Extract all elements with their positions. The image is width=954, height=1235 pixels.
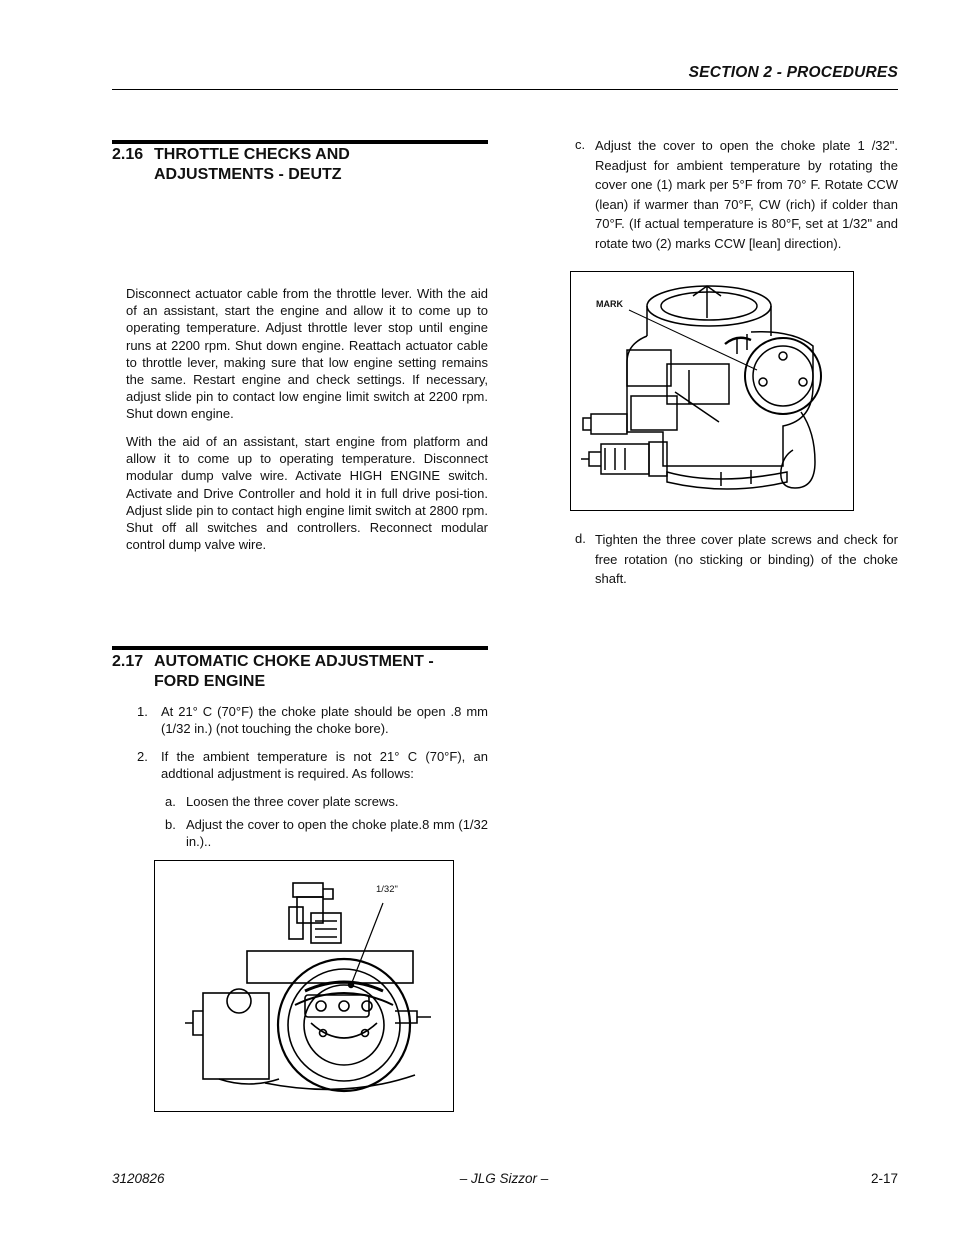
section-216-rule [112, 140, 488, 144]
section-216-title-line1: THROTTLE CHECKS AND [154, 146, 350, 163]
sub-list-item-marker: b. [165, 817, 176, 832]
section-217-title [154, 652, 494, 692]
section-216-number: 2.16 [112, 146, 144, 163]
sub-list-item [575, 136, 898, 270]
carburetor-mark-figure [570, 271, 854, 511]
section-216-heading [112, 145, 488, 187]
list-item-marker: 1. [137, 704, 148, 719]
list-item [137, 703, 488, 739]
section-217-rule [112, 646, 488, 650]
section-216-paragraph-2: With the aid of an assistant, start engine from platform and allow it to come up to operating temperature. Disconnect modular dump valve wire. Activate HIGH ENGINE switch. Activate and Drive Controller and hold it in full drive posi-tion. Adjust slide pin to contact high engine limit switch at 2800 rpm. Shut off all switches and controllers. Reconnect modular control dump valve wire. [126, 434, 488, 553]
footer-page-number: 2-17 [870, 1171, 898, 1186]
figure-1-label: 1/32" [376, 884, 398, 895]
sub-list-item [165, 793, 488, 811]
list-item-text: If the ambient temperature is not 21° C (70°F), an addtional adjustment is required. As follows: [161, 749, 488, 782]
section-216-paragraph-1: Disconnect actuator cable from the throttle lever. With the aid of an assistant, start the engine and allow it to come up to operating temperature. Adjust throttle lever stop until engine runs at 2200 rpm. Shut down engine. Reattach actuator cable to throttle lever, making sure that low engine setting remains the same. Restart engine and check settings. If necessary, adjust slide pin to contact low engine limit switch at 2200 rpm. Shut down engine. [126, 286, 488, 422]
section-217-number: 2.17 [112, 653, 144, 670]
section-216-title [154, 145, 494, 185]
section-217-heading [112, 652, 488, 694]
sub-list-item-marker: c. [575, 137, 586, 152]
footer-title: – JLG Sizzor – [459, 1171, 549, 1186]
section-217-title-line2: FORD ENGINE [154, 673, 266, 690]
sub-list-item [575, 530, 898, 590]
choke-cover-illustration [155, 861, 453, 1111]
section-217-title-line1: AUTOMATIC CHOKE ADJUSTMENT - [154, 653, 434, 670]
footer-document-number: 3120826 [112, 1171, 165, 1186]
sub-list-item-text: Adjust the cover to open the choke plate 1 /32". Readjust for ambient temperature by rotating the cover one (1) mark per 5°F from 70° F. Rotate CCW (lean) if warmer than 70°F, CW (rich) if colder than 70°F. (If actual temperature is 80°F, set at 1/32" and rotate two (2) marks CCW [lean] direction). [595, 138, 898, 251]
sub-list-item-text: Adjust the cover to open the choke plate.8 mm (1/32 in.).. [186, 817, 488, 850]
sub-list-item-text: Tighten the three cover plate screws and check for free rotation (no sticking or binding) of the choke shaft. [595, 532, 898, 587]
sub-list-item [165, 816, 488, 852]
choke-cover-figure [154, 860, 454, 1112]
figure-2-label: MARK [596, 299, 623, 309]
sub-list-item-marker: a. [165, 794, 176, 809]
sub-list-item-marker: d. [575, 531, 586, 546]
section-header: SECTION 2 - PROCEDURES [688, 64, 898, 81]
header-rule [112, 89, 898, 90]
section-216-title-line2: ADJUSTMENTS - DEUTZ [154, 166, 342, 183]
list-item-marker: 2. [137, 749, 148, 764]
list-item [137, 748, 488, 784]
sub-list-item-text: Loosen the three cover plate screws. [186, 794, 399, 809]
list-item-text: At 21° C (70°F) the choke plate should be open .8 mm (1/32 in.) (not touching the choke bore). [161, 704, 488, 737]
